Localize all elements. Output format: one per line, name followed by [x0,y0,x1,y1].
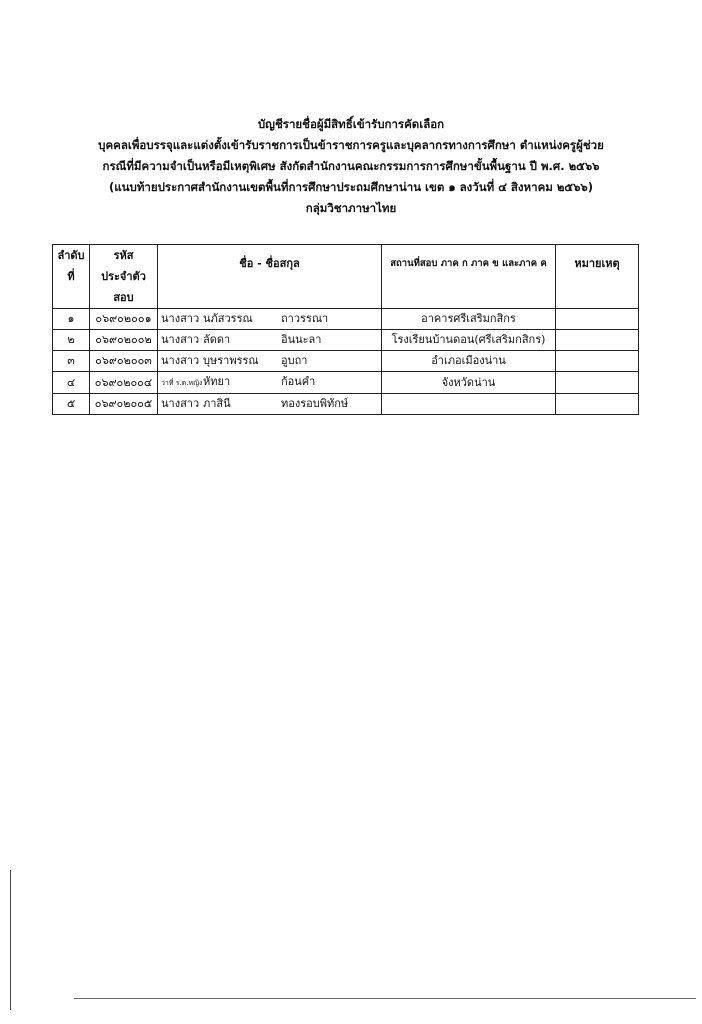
header-name: ชื่อ - ชื่อสกุล [158,245,382,309]
candidate-table [52,244,639,415]
last-name: ทองรอบพิทักษ์ [281,397,349,410]
first-name: หัทยา [203,375,231,388]
cell-note [556,351,639,372]
cell-note [556,309,639,330]
cell-no: ๑ [53,309,90,330]
table-row [53,351,639,372]
cell-place: อาคารศรีเสริมกสิกร [382,309,556,330]
header-code [90,245,158,309]
table-row [53,330,639,351]
cell-place [382,394,556,415]
table-row [53,309,639,330]
first-name: ภาสินี [203,397,231,410]
cell-note [556,372,639,394]
cell-name [158,351,382,372]
cell-note [556,394,639,415]
table-row [53,372,639,394]
last-name: ถาวรรณา [281,312,329,325]
header-no-line1: ลำดับ [57,249,85,262]
last-name: อูบถา [281,354,308,367]
footer-line [74,998,696,999]
cell-no: ๕ [53,394,90,415]
header-subject-group: กลุ่มวิชาภาษาไทย [305,201,397,215]
cell-note [556,330,639,351]
header-code-line1: รหัส [113,249,134,262]
cell-name [158,394,382,415]
cell-place: จังหวัดน่าน [382,372,556,394]
cell-no: ๓ [53,351,90,372]
cell-place: โรงเรียนบ้านดอน(ศรีเสริมกสิกร) [382,330,556,351]
last-name: อินนะลา [281,333,322,346]
cell-code: ๐๖๙๐๒๐๐๑ [90,309,158,330]
left-margin-line [10,870,11,1010]
table-row [53,394,639,415]
cell-code: ๐๖๙๐๒๐๐๔ [90,372,158,394]
cell-code: ๐๖๙๐๒๐๐๒ [90,330,158,351]
header-no-line2: ที่ [67,270,75,283]
cell-name [158,309,382,330]
header-note: หมายเหตุ [556,245,639,309]
name-title: นางสาว [161,312,200,325]
cell-no: ๒ [53,330,90,351]
cell-code: ๐๖๙๐๒๐๐๕ [90,394,158,415]
name-title: ว่าที่ ร.ต.หญิง [161,379,203,387]
header-code-line3: สอบ [113,291,134,304]
header-title: บัญชีรายชื่อผู้มีสิทธิ์เข้ารับการคัดเลือก [257,117,445,131]
first-name: ลัดดา [203,333,231,346]
name-title: นางสาว [161,397,200,410]
table-header-row [53,245,639,309]
last-name: ก้อนคำ [281,375,316,388]
name-title: นางสาว [161,333,200,346]
cell-code: ๐๖๙๐๒๐๐๓ [90,351,158,372]
cell-name [158,330,382,351]
cell-name [158,372,382,394]
first-name: บุษราพรรณ [203,354,259,367]
first-name: นภัสวรรณ [203,312,253,325]
header-code-line2: ประจำตัว [101,270,146,283]
header-subtitle-2: กรณีที่มีความจำเป็นหรือมีเหตุพิเศษ สังกัดสำนักงานคณะกรรมการการศึกษาขั้นพื้นฐาน ปี พ.ศ. ๒๕๖๖ [102,159,600,173]
header-no [53,245,90,309]
header-subtitle-1: บุคคลเพื่อบรรจุและแต่งตั้งเข้ารับราชการเป็นข้าราชการครูและบุคลากรทางการศึกษา ตำแหน่งครูผู้ช่วย [98,138,604,152]
cell-no: ๔ [53,372,90,394]
header-subtitle-3: (แนบท้ายประกาศสำนักงานเขตพื้นที่การศึกษาประถมศึกษาน่าน เขต ๑ ลงวันที่ ๔ สิงหาคม ๒๕๖๖) [108,180,593,194]
cell-place: อำเภอเมืองน่าน [382,351,556,372]
name-title: นางสาว [161,354,200,367]
document-header [0,114,702,219]
header-place: สถานที่สอบ ภาค ก ภาค ข และภาค ค [382,245,556,309]
